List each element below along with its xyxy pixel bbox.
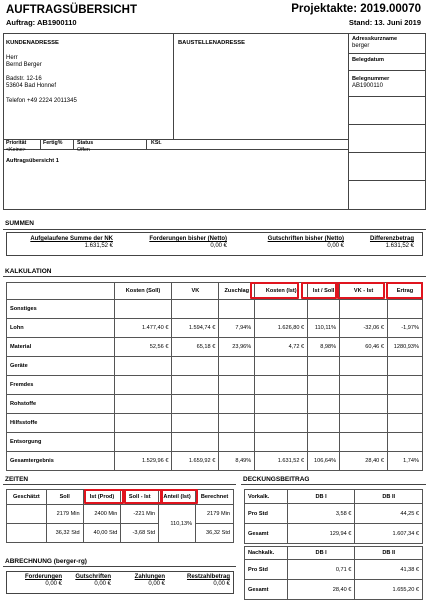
- belegnummer-value: AB1900110: [352, 83, 383, 89]
- row-label: Pro Std: [245, 560, 288, 580]
- table-row: [7, 414, 423, 433]
- table-row: [7, 376, 423, 395]
- kalk-header-vk: VK: [172, 283, 219, 300]
- abrechnung-zahlungen-label: Zahlungen: [134, 574, 165, 580]
- kunde-telefon: Telefon +49 2224 2011345: [6, 98, 77, 104]
- row-label: Material: [7, 338, 115, 357]
- row-label: Pro Std: [245, 504, 288, 524]
- cell: [308, 433, 340, 452]
- cell: [219, 357, 255, 376]
- row-label: Entsorgung: [7, 433, 115, 452]
- cell: 8,98%: [308, 338, 340, 357]
- abrechnung-restzahl-label: Restzahlbetrag: [186, 574, 230, 580]
- table-row: [7, 433, 423, 452]
- row-label: Gesamtergebnis: [7, 452, 115, 471]
- cell: 110,11%: [308, 319, 340, 338]
- prioritaet-value: <Keine>: [6, 147, 26, 153]
- row-label: Lohn: [7, 319, 115, 338]
- cell: -3,68 Std: [121, 524, 159, 543]
- cell: [219, 433, 255, 452]
- prioritaet-label: Priorität: [6, 140, 27, 146]
- row-label: Gesamt: [245, 580, 288, 600]
- stand-date: Stand: 13. Juni 2019: [348, 18, 421, 27]
- cell: 1.477,40 €: [114, 319, 172, 338]
- summen-title: SUMMEN: [5, 220, 34, 227]
- cell: 1.655,20 €: [355, 580, 423, 600]
- cell: 41,38 €: [355, 560, 423, 580]
- cell: [340, 357, 388, 376]
- cell: 1280,93%: [387, 338, 422, 357]
- abrechnung-forderungen-label: Forderungen: [25, 574, 62, 580]
- cell: [172, 414, 219, 433]
- vorkalk-table: [244, 489, 423, 544]
- anteil-ist-value: 110,13%: [159, 505, 196, 543]
- gutschriften-value: 0,00 €: [327, 243, 344, 249]
- kst-label: KSt.: [151, 140, 162, 146]
- abrechnung-zahlungen-value: 0,00 €: [148, 581, 165, 587]
- cell: 65,18 €: [172, 338, 219, 357]
- nachkalk-db2-header: DB II: [355, 547, 423, 560]
- cell: [219, 414, 255, 433]
- nachkalk-table: [244, 546, 423, 600]
- cell: [387, 376, 422, 395]
- projekt-akte: Projektakte: 2019.00070: [291, 3, 421, 15]
- auftrag-number: Auftrag: AB1900110: [6, 18, 77, 27]
- table-row: [7, 338, 423, 357]
- zeiten-header-ist-prod: Ist (Prod): [83, 490, 121, 505]
- vorkalk-label: Vorkalk.: [245, 490, 288, 504]
- kalk-header-empty: [7, 283, 115, 300]
- cell: [172, 357, 219, 376]
- cell: 3,58 €: [287, 504, 355, 524]
- cell: [7, 505, 47, 524]
- fertig-label: Fertig%: [43, 140, 63, 146]
- cell: -32,06 €: [340, 319, 388, 338]
- cell: 1.631,52 €: [255, 452, 308, 471]
- cell: 60,46 €: [340, 338, 388, 357]
- cell: [340, 376, 388, 395]
- cell: 36,32 Std: [196, 524, 234, 543]
- highlight-vk-ist: [337, 282, 385, 299]
- cell: 28,40 €: [340, 452, 388, 471]
- cell: [340, 414, 388, 433]
- abrechnung-gutschriften-label: Gutschriften: [75, 574, 111, 580]
- differenz-value: 1.631,52 €: [385, 243, 414, 249]
- cell: [172, 376, 219, 395]
- table-row: [7, 524, 234, 543]
- cell: 8,49%: [219, 452, 255, 471]
- row-label: Rohstoffe: [7, 395, 115, 414]
- kunde-ort: 53604 Bad Honnef: [6, 83, 57, 89]
- table-row: [245, 524, 423, 544]
- forderungen-label: Forderungen bisher (Netto): [149, 236, 227, 242]
- table-row: [7, 505, 234, 524]
- highlight-ertrag: [386, 282, 423, 299]
- cell: [255, 433, 308, 452]
- cell: 36,32 Std: [46, 524, 83, 543]
- cell: 1.607,34 €: [355, 524, 423, 544]
- cell: 1.626,80 €: [255, 319, 308, 338]
- highlight-anteil-ist: [161, 489, 198, 504]
- kunde-strasse: Badstr. 12-16: [6, 76, 42, 82]
- cell: [340, 395, 388, 414]
- cell: 28,40 €: [287, 580, 355, 600]
- cell: [387, 357, 422, 376]
- cell: [308, 300, 340, 319]
- table-row: [7, 357, 423, 376]
- cell: [255, 414, 308, 433]
- cell: [114, 395, 172, 414]
- kalk-header-ist-soll: Ist / Soll: [308, 283, 340, 300]
- status-value: Offen: [77, 147, 90, 153]
- cell: [387, 300, 422, 319]
- abrechnung-gutschriften-value: 0,00 €: [94, 581, 111, 587]
- cell: [114, 414, 172, 433]
- table-row: [245, 580, 423, 600]
- vorkalk-db2-header: DB II: [355, 490, 423, 504]
- table-row-total: [7, 452, 423, 471]
- cell: 2179 Min: [46, 505, 83, 524]
- cell: [114, 357, 172, 376]
- cell: [340, 300, 388, 319]
- abrechnung-title: ABRECHNUNG (berger-rg): [5, 558, 87, 565]
- row-label: Fremdes: [7, 376, 115, 395]
- cell: [340, 433, 388, 452]
- cell: 52,56 €: [114, 338, 172, 357]
- cell: 2400 Min: [83, 505, 121, 524]
- cell: 1,74%: [387, 452, 422, 471]
- kalk-header-zuschlag: Zuschlag: [219, 283, 255, 300]
- cell: [255, 376, 308, 395]
- table-row: [245, 504, 423, 524]
- cell: [255, 357, 308, 376]
- cell: [114, 433, 172, 452]
- cell: [219, 300, 255, 319]
- cell: [308, 357, 340, 376]
- highlight-ist-soll: [301, 282, 337, 299]
- cell: 40,00 Std: [83, 524, 121, 543]
- abrechnung-forderungen-value: 0,00 €: [45, 581, 62, 587]
- cell: 1.594,74 €: [172, 319, 219, 338]
- belegnummer-label: Belegnummer: [352, 76, 390, 82]
- differenz-label: Differenzbetrag: [369, 236, 414, 242]
- kalkulation-table: [6, 282, 423, 471]
- zeiten-header-anteil-ist: Anteil (Ist): [159, 490, 196, 505]
- table-row: [245, 560, 423, 580]
- auftragsuebersicht-label: Auftragsübersicht 1: [6, 158, 59, 164]
- cell: [387, 414, 422, 433]
- cell: 106,64%: [308, 452, 340, 471]
- row-label: Geräte: [7, 357, 115, 376]
- cell: 1.529,96 €: [114, 452, 172, 471]
- kalkulation-title: KALKULATION: [5, 268, 52, 275]
- cell: [219, 376, 255, 395]
- deckungsbeitrag-title: DECKUNGSBEITRAG: [243, 476, 310, 483]
- adresskurzname-value: berger: [352, 43, 370, 49]
- cell: [172, 395, 219, 414]
- cell: [114, 376, 172, 395]
- cell: [387, 395, 422, 414]
- cell: 0,71 €: [287, 560, 355, 580]
- cell: [114, 300, 172, 319]
- cell: 7,94%: [219, 319, 255, 338]
- kundenadresse-label: KUNDENADRESSE: [6, 40, 59, 46]
- document-title: AUFTRAGSÜBERSICHT: [6, 4, 137, 16]
- zeiten-header-geschaetzt: Geschätzt: [7, 490, 47, 505]
- cell: [308, 414, 340, 433]
- highlight-kosten-ist: [250, 282, 299, 299]
- cell: 44,25 €: [355, 504, 423, 524]
- nachkalk-db1-header: DB I: [287, 547, 355, 560]
- cell: [308, 376, 340, 395]
- table-row: [7, 319, 423, 338]
- cell: -1,97%: [387, 319, 422, 338]
- cell: 129,94 €: [287, 524, 355, 544]
- forderungen-value: 0,00 €: [210, 243, 227, 249]
- cell: [255, 300, 308, 319]
- cell: 1.659,92 €: [172, 452, 219, 471]
- row-label: Sonstiges: [7, 300, 115, 319]
- table-row: [7, 300, 423, 319]
- cell: 2179 Min: [196, 505, 234, 524]
- adresskurzname-label: Adresskurzname: [352, 36, 398, 42]
- cell: [7, 524, 47, 543]
- status-label: Status: [77, 140, 94, 146]
- kalk-header-ertrag: Ertrag: [387, 283, 422, 300]
- highlight-soll-ist: [124, 489, 162, 504]
- row-label: Gesamt: [245, 524, 288, 544]
- belegdatum-label: Belegdatum: [352, 57, 385, 63]
- cell: [172, 300, 219, 319]
- gutschriften-label: Gutschriften bisher (Netto): [267, 236, 344, 242]
- cell: [308, 395, 340, 414]
- cell: [387, 433, 422, 452]
- zeiten-header-soll: Soll: [46, 490, 83, 505]
- cell: 4,72 €: [255, 338, 308, 357]
- kalk-header-kosten-ist: Kosten (Ist): [255, 283, 308, 300]
- vorkalk-db1-header: DB I: [287, 490, 355, 504]
- cell: [219, 395, 255, 414]
- summe-nk-value: 1.631,52 €: [84, 243, 113, 249]
- summe-nk-label: Aufgelaufene Summe der NK: [30, 236, 113, 242]
- kalk-header-vk-ist: VK - Ist: [340, 283, 388, 300]
- nachkalk-label: Nachkalk.: [245, 547, 288, 560]
- zeiten-title: ZEITEN: [5, 476, 29, 483]
- zeiten-header-berechnet: Berechnet: [196, 490, 234, 505]
- cell: 23,96%: [219, 338, 255, 357]
- table-row: [7, 395, 423, 414]
- cell: [172, 433, 219, 452]
- baustellenadresse-label: BAUSTELLENADRESSE: [178, 40, 245, 46]
- zeiten-header-soll-ist: Soll - Ist: [121, 490, 159, 505]
- cell: -221 Min: [121, 505, 159, 524]
- cell: [255, 395, 308, 414]
- row-label: Hilfsstoffe: [7, 414, 115, 433]
- abrechnung-restzahl-value: 0,00 €: [213, 581, 230, 587]
- kunde-anrede: Herr: [6, 55, 18, 61]
- highlight-ist-prod: [84, 489, 124, 504]
- kunde-name: Bernd Berger: [6, 62, 42, 68]
- kalk-header-kosten-soll: Kosten (Soll): [114, 283, 172, 300]
